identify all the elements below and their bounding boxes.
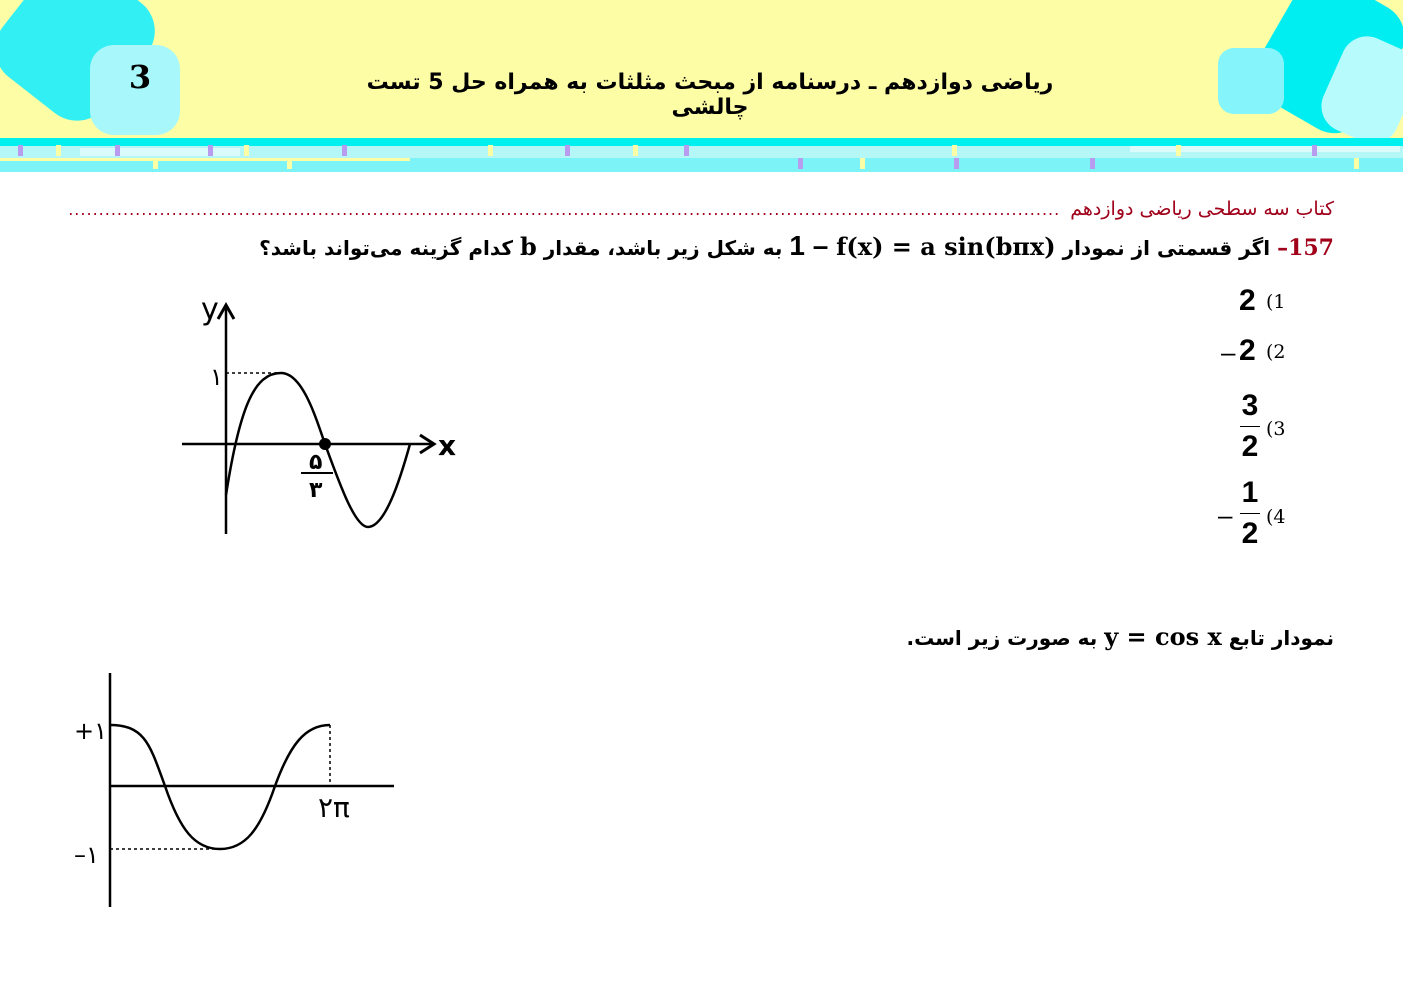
cos-text-before: نمودار تابع [1228, 626, 1334, 650]
question-text-end: کدام گزینه می‌تواند باشد؟ [259, 236, 514, 260]
page-title: ریاضی دوازدهم ـ درسنامه از مبحث مثلثات به همراه حل 5 تست چالشی [366, 70, 1054, 120]
question-text-after: به شکل زیر باشد، مقدار [543, 236, 783, 260]
root-numerator: ۵ [309, 450, 323, 475]
page-number: 3 [128, 58, 152, 96]
root-point [319, 438, 331, 450]
option-4-sign: – [1218, 500, 1233, 530]
question-text-before: اگر قسمتی از نمودار [1062, 236, 1271, 260]
cos-text-after: به صورت زیر است. [906, 626, 1098, 650]
banner-shape-right-small [1218, 48, 1284, 114]
fraction-bar [1240, 513, 1260, 514]
question-formula [789, 232, 1055, 261]
option-4-fraction [1236, 476, 1264, 551]
y-axis-label: y [201, 292, 219, 327]
formula-main: f(x) = a sin(bπx) [836, 232, 1056, 261]
source-label: کتاب سه سطحی ریاضی دوازدهم [1070, 198, 1334, 220]
option-1-number: (1 [1266, 291, 1286, 313]
max-label: ۱ [210, 363, 223, 391]
plus-one-label: +۱ [74, 717, 107, 745]
fraction-bar [1240, 426, 1260, 427]
option-3-fraction [1236, 389, 1264, 464]
source-dots: ................................................................................................................................................................... [68, 199, 1061, 219]
question-text [200, 230, 1334, 262]
option-2-number: (2 [1266, 341, 1286, 363]
option-2-value: 2 [1239, 334, 1256, 367]
question-number: 157– [1277, 235, 1334, 261]
cos-description [700, 622, 1334, 651]
x-axis-label: x [438, 429, 457, 462]
option-3-number: (3 [1266, 418, 1286, 440]
two-pi-label: ۲π [318, 791, 350, 824]
variable-b: b [520, 232, 537, 261]
minus-one-label: –۱ [74, 841, 99, 869]
option-3-denominator: 2 [1241, 430, 1259, 463]
option-4-denominator: 2 [1241, 517, 1259, 550]
cos-formula: y = cos x [1104, 622, 1222, 651]
option-4-number: (4 [1266, 506, 1286, 528]
formula-tail: 1 – [789, 230, 837, 261]
option-3-numerator: 3 [1241, 389, 1259, 422]
option-2-sign: – [1221, 337, 1236, 367]
option-1-value: 2 [1239, 284, 1256, 317]
question-graph [170, 285, 470, 545]
root-denominator: ۳ [309, 478, 323, 503]
option-4-numerator: 1 [1241, 476, 1259, 509]
source-row [68, 196, 1334, 222]
cos-graph [60, 665, 410, 915]
